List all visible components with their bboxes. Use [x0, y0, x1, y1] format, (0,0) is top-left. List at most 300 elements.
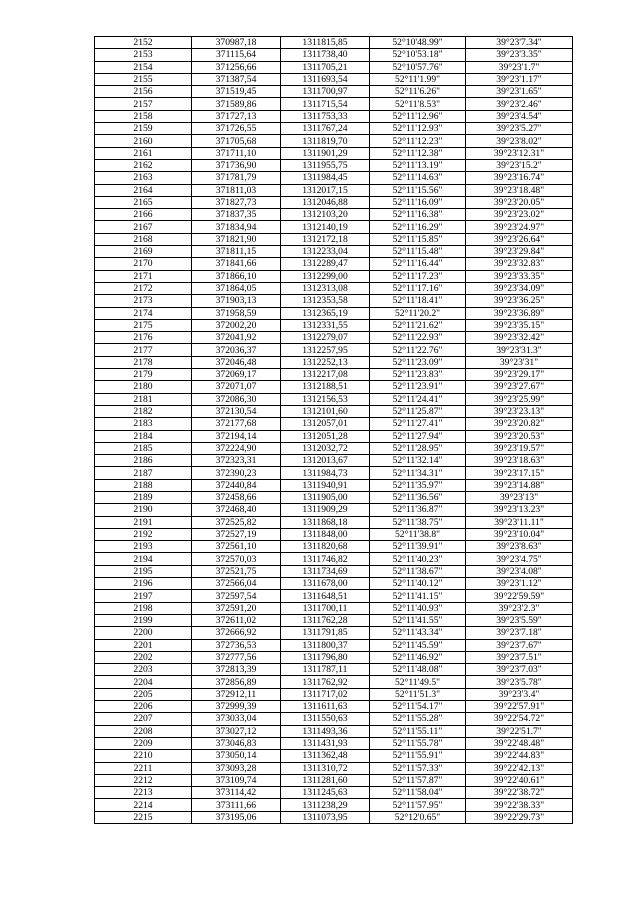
point-number-cell: 2162 [95, 159, 192, 171]
longitude-cell: 39°23'4.08" [466, 565, 573, 577]
y-coordinate-cell: 1312257,95 [281, 344, 370, 356]
longitude-cell: 39°23'7.34" [466, 37, 573, 49]
x-coordinate-cell: 372591,20 [192, 602, 281, 614]
latitude-cell: 52°11'34.31" [370, 467, 466, 479]
y-coordinate-cell: 1312353,58 [281, 295, 370, 307]
point-number-cell: 2195 [95, 565, 192, 577]
table-row [95, 282, 573, 294]
table-row [95, 319, 573, 331]
x-coordinate-cell: 371866,10 [192, 270, 281, 282]
latitude-cell: 52°11'21.62" [370, 319, 466, 331]
y-coordinate-cell: 1311762,28 [281, 614, 370, 626]
longitude-cell: 39°23'13.23" [466, 504, 573, 516]
x-coordinate-cell: 371519,45 [192, 86, 281, 98]
y-coordinate-cell: 1311815,85 [281, 37, 370, 49]
x-coordinate-cell: 372525,82 [192, 516, 281, 528]
latitude-cell: 52°11'12.38" [370, 147, 466, 159]
y-coordinate-cell: 1311693,54 [281, 73, 370, 85]
table-row [95, 258, 573, 270]
table-row [95, 184, 573, 196]
y-coordinate-cell: 1312013,67 [281, 455, 370, 467]
y-coordinate-cell: 1312051,28 [281, 430, 370, 442]
y-coordinate-cell: 1311955,75 [281, 159, 370, 171]
longitude-cell: 39°23'11.11" [466, 516, 573, 528]
longitude-cell: 39°22'38.33" [466, 799, 573, 811]
latitude-cell: 52°11'16.38" [370, 209, 466, 221]
latitude-cell: 52°11'41.15" [370, 590, 466, 602]
table-row [95, 516, 573, 528]
point-number-cell: 2171 [95, 270, 192, 282]
x-coordinate-cell: 372194,14 [192, 430, 281, 442]
x-coordinate-cell: 372736,53 [192, 639, 281, 651]
x-coordinate-cell: 372224,90 [192, 442, 281, 454]
point-number-cell: 2183 [95, 418, 192, 430]
latitude-cell: 52°11'17.16" [370, 282, 466, 294]
point-number-cell: 2169 [95, 246, 192, 258]
table-row [95, 467, 573, 479]
y-coordinate-cell: 1311767,24 [281, 123, 370, 135]
latitude-cell: 52°11'15.56" [370, 184, 466, 196]
latitude-cell: 52°11'18.41" [370, 295, 466, 307]
longitude-cell: 39°23'36.25" [466, 295, 573, 307]
longitude-cell: 39°23'5.27" [466, 123, 573, 135]
latitude-cell: 52°11'46.92" [370, 651, 466, 663]
table-row [95, 565, 573, 577]
longitude-cell: 39°23'14.88" [466, 479, 573, 491]
longitude-cell: 39°23'18.63" [466, 455, 573, 467]
table-row [95, 799, 573, 811]
point-number-cell: 2206 [95, 701, 192, 713]
table-row [95, 73, 573, 85]
y-coordinate-cell: 1311245,63 [281, 787, 370, 799]
x-coordinate-cell: 372856,89 [192, 676, 281, 688]
point-number-cell: 2198 [95, 602, 192, 614]
table-row [95, 307, 573, 319]
latitude-cell: 52°11'40.23" [370, 553, 466, 565]
longitude-cell: 39°23'1.12" [466, 578, 573, 590]
point-number-cell: 2211 [95, 762, 192, 774]
latitude-cell: 52°11'57.33" [370, 762, 466, 774]
point-number-cell: 2178 [95, 356, 192, 368]
table-row [95, 209, 573, 221]
table-row [95, 37, 573, 49]
y-coordinate-cell: 1311310,72 [281, 762, 370, 774]
latitude-cell: 52°11'55.91" [370, 750, 466, 762]
latitude-cell: 52°11'15.48" [370, 246, 466, 258]
y-coordinate-cell: 1311705,21 [281, 61, 370, 73]
y-coordinate-cell: 1312217,08 [281, 369, 370, 381]
x-coordinate-cell: 371811,15 [192, 246, 281, 258]
x-coordinate-cell: 373046,83 [192, 737, 281, 749]
point-number-cell: 2164 [95, 184, 192, 196]
longitude-cell: 39°23'29.17" [466, 369, 573, 381]
y-coordinate-cell: 1312046,88 [281, 196, 370, 208]
table-row [95, 233, 573, 245]
y-coordinate-cell: 1311648,51 [281, 590, 370, 602]
longitude-cell: 39°23'31.3" [466, 344, 573, 356]
x-coordinate-cell: 372002,20 [192, 319, 281, 331]
y-coordinate-cell: 1312252,13 [281, 356, 370, 368]
latitude-cell: 52°11'39.91" [370, 541, 466, 553]
x-coordinate-cell: 372177,68 [192, 418, 281, 430]
longitude-cell: 39°23'35.15" [466, 319, 573, 331]
table-row [95, 750, 573, 762]
longitude-cell: 39°22'51.7" [466, 725, 573, 737]
latitude-cell: 52°11'13.19" [370, 159, 466, 171]
latitude-cell: 52°11'12.93" [370, 123, 466, 135]
table-row [95, 61, 573, 73]
table-row [95, 627, 573, 639]
point-number-cell: 2208 [95, 725, 192, 737]
x-coordinate-cell: 371705,68 [192, 135, 281, 147]
x-coordinate-cell: 371834,94 [192, 221, 281, 233]
longitude-cell: 39°23'5.78" [466, 676, 573, 688]
longitude-cell: 39°23'36.89" [466, 307, 573, 319]
x-coordinate-cell: 371958,59 [192, 307, 281, 319]
longitude-cell: 39°23'10.04" [466, 528, 573, 540]
table-row [95, 430, 573, 442]
x-coordinate-cell: 372611,02 [192, 614, 281, 626]
x-coordinate-cell: 373050,14 [192, 750, 281, 762]
latitude-cell: 52°10'53.18" [370, 49, 466, 61]
latitude-cell: 52°11'24.41" [370, 393, 466, 405]
longitude-cell: 39°23'2.3" [466, 602, 573, 614]
longitude-cell: 39°23'1.65" [466, 86, 573, 98]
latitude-cell: 52°11'36.87" [370, 504, 466, 516]
table-row [95, 270, 573, 282]
table-row [95, 787, 573, 799]
table-row [95, 110, 573, 122]
longitude-cell: 39°22'38.72" [466, 787, 573, 799]
point-number-cell: 2172 [95, 282, 192, 294]
y-coordinate-cell: 1311746,82 [281, 553, 370, 565]
table-row [95, 762, 573, 774]
point-number-cell: 2215 [95, 811, 192, 823]
y-coordinate-cell: 1311493,36 [281, 725, 370, 737]
table-row [95, 123, 573, 135]
table-row [95, 541, 573, 553]
table-row [95, 455, 573, 467]
y-coordinate-cell: 1312140,19 [281, 221, 370, 233]
x-coordinate-cell: 373114,42 [192, 787, 281, 799]
latitude-cell: 52°11'55.28" [370, 713, 466, 725]
y-coordinate-cell: 1312032,72 [281, 442, 370, 454]
longitude-cell: 39°22'29.73" [466, 811, 573, 823]
x-coordinate-cell: 371589,86 [192, 98, 281, 110]
latitude-cell: 52°11'43.34" [370, 627, 466, 639]
y-coordinate-cell: 1312188,51 [281, 381, 370, 393]
x-coordinate-cell: 372912,11 [192, 688, 281, 700]
x-coordinate-cell: 372069,17 [192, 369, 281, 381]
longitude-cell: 39°23'32.42" [466, 332, 573, 344]
latitude-cell: 52°11'49.5" [370, 676, 466, 688]
longitude-cell: 39°23'20.53" [466, 430, 573, 442]
longitude-cell: 39°23'29.84" [466, 246, 573, 258]
point-number-cell: 2200 [95, 627, 192, 639]
x-coordinate-cell: 371256,66 [192, 61, 281, 73]
point-number-cell: 2184 [95, 430, 192, 442]
latitude-cell: 52°11'23.91" [370, 381, 466, 393]
longitude-cell: 39°23'1.7" [466, 61, 573, 73]
table-row [95, 578, 573, 590]
x-coordinate-cell: 372561,10 [192, 541, 281, 553]
table-row [95, 393, 573, 405]
latitude-cell: 52°12'0.65" [370, 811, 466, 823]
point-number-cell: 2157 [95, 98, 192, 110]
longitude-cell: 39°23'7.18" [466, 627, 573, 639]
point-number-cell: 2180 [95, 381, 192, 393]
longitude-cell: 39°22'40.61" [466, 774, 573, 786]
x-coordinate-cell: 371837,35 [192, 209, 281, 221]
point-number-cell: 2173 [95, 295, 192, 307]
longitude-cell: 39°23'8.63" [466, 541, 573, 553]
latitude-cell: 52°11'17.23" [370, 270, 466, 282]
y-coordinate-cell: 1311738,40 [281, 49, 370, 61]
point-number-cell: 2158 [95, 110, 192, 122]
latitude-cell: 52°10'48.99" [370, 37, 466, 49]
x-coordinate-cell: 372527,19 [192, 528, 281, 540]
point-number-cell: 2213 [95, 787, 192, 799]
latitude-cell: 52°11'6.26" [370, 86, 466, 98]
longitude-cell: 39°23'33.35" [466, 270, 573, 282]
point-number-cell: 2156 [95, 86, 192, 98]
latitude-cell: 52°11'16.09" [370, 196, 466, 208]
longitude-cell: 39°22'57.91" [466, 701, 573, 713]
point-number-cell: 2202 [95, 651, 192, 663]
table-row [95, 639, 573, 651]
latitude-cell: 52°11'38.75" [370, 516, 466, 528]
longitude-cell: 39°23'7.51" [466, 651, 573, 663]
x-coordinate-cell: 371811,03 [192, 184, 281, 196]
longitude-cell: 39°23'32.83" [466, 258, 573, 270]
latitude-cell: 52°11'51.3" [370, 688, 466, 700]
latitude-cell: 52°11'35.97" [370, 479, 466, 491]
x-coordinate-cell: 373111,66 [192, 799, 281, 811]
longitude-cell: 39°22'44.83" [466, 750, 573, 762]
y-coordinate-cell: 1312103,20 [281, 209, 370, 221]
y-coordinate-cell: 1312279,07 [281, 332, 370, 344]
table-row [95, 356, 573, 368]
y-coordinate-cell: 1311734,69 [281, 565, 370, 577]
latitude-cell: 52°11'27.94" [370, 430, 466, 442]
longitude-cell: 39°22'59.59" [466, 590, 573, 602]
x-coordinate-cell: 371903,13 [192, 295, 281, 307]
point-number-cell: 2210 [95, 750, 192, 762]
x-coordinate-cell: 372071,07 [192, 381, 281, 393]
y-coordinate-cell: 1311940,91 [281, 479, 370, 491]
y-coordinate-cell: 1311868,18 [281, 516, 370, 528]
point-number-cell: 2214 [95, 799, 192, 811]
point-number-cell: 2199 [95, 614, 192, 626]
table-row [95, 664, 573, 676]
x-coordinate-cell: 372813,39 [192, 664, 281, 676]
latitude-cell: 52°11'55.11" [370, 725, 466, 737]
longitude-cell: 39°23'7.03" [466, 664, 573, 676]
longitude-cell: 39°23'31" [466, 356, 573, 368]
latitude-cell: 52°11'40.93" [370, 602, 466, 614]
point-number-cell: 2185 [95, 442, 192, 454]
x-coordinate-cell: 370987,18 [192, 37, 281, 49]
latitude-cell: 52°11'54.17" [370, 701, 466, 713]
longitude-cell: 39°23'13" [466, 491, 573, 503]
point-number-cell: 2177 [95, 344, 192, 356]
point-number-cell: 2181 [95, 393, 192, 405]
x-coordinate-cell: 372440,84 [192, 479, 281, 491]
point-number-cell: 2179 [95, 369, 192, 381]
x-coordinate-cell: 372468,40 [192, 504, 281, 516]
latitude-cell: 52°11'16.44" [370, 258, 466, 270]
point-number-cell: 2201 [95, 639, 192, 651]
latitude-cell: 52°11'27.41" [370, 418, 466, 430]
table-row [95, 491, 573, 503]
table-row [95, 49, 573, 61]
longitude-cell: 39°23'8.02" [466, 135, 573, 147]
y-coordinate-cell: 1311787,11 [281, 664, 370, 676]
point-number-cell: 2194 [95, 553, 192, 565]
x-coordinate-cell: 372041,92 [192, 332, 281, 344]
point-number-cell: 2161 [95, 147, 192, 159]
point-number-cell: 2187 [95, 467, 192, 479]
longitude-cell: 39°23'3.4" [466, 688, 573, 700]
table-row [95, 442, 573, 454]
longitude-cell: 39°23'2.46" [466, 98, 573, 110]
x-coordinate-cell: 372999,39 [192, 701, 281, 713]
point-number-cell: 2154 [95, 61, 192, 73]
y-coordinate-cell: 1311611,63 [281, 701, 370, 713]
point-number-cell: 2204 [95, 676, 192, 688]
y-coordinate-cell: 1311791,85 [281, 627, 370, 639]
longitude-cell: 39°23'16.74" [466, 172, 573, 184]
x-coordinate-cell: 372323,31 [192, 455, 281, 467]
y-coordinate-cell: 1312156,53 [281, 393, 370, 405]
latitude-cell: 52°11'28.95" [370, 442, 466, 454]
x-coordinate-cell: 371726,55 [192, 123, 281, 135]
longitude-cell: 39°23'20.82" [466, 418, 573, 430]
point-number-cell: 2186 [95, 455, 192, 467]
table-row [95, 147, 573, 159]
x-coordinate-cell: 371115,64 [192, 49, 281, 61]
latitude-cell: 52°10'57.76" [370, 61, 466, 73]
x-coordinate-cell: 372570,03 [192, 553, 281, 565]
latitude-cell: 52°11'55.78" [370, 737, 466, 749]
y-coordinate-cell: 1311362,48 [281, 750, 370, 762]
table-row [95, 344, 573, 356]
table-row [95, 504, 573, 516]
y-coordinate-cell: 1311819,70 [281, 135, 370, 147]
y-coordinate-cell: 1312101,60 [281, 405, 370, 417]
x-coordinate-cell: 372086,30 [192, 393, 281, 405]
point-number-cell: 2205 [95, 688, 192, 700]
longitude-cell: 39°22'42.13" [466, 762, 573, 774]
table-row [95, 737, 573, 749]
point-number-cell: 2159 [95, 123, 192, 135]
longitude-cell: 39°22'54.72" [466, 713, 573, 725]
latitude-cell: 52°11'32.14" [370, 455, 466, 467]
point-number-cell: 2176 [95, 332, 192, 344]
y-coordinate-cell: 1311678,00 [281, 578, 370, 590]
y-coordinate-cell: 1312289,47 [281, 258, 370, 270]
x-coordinate-cell: 372046,48 [192, 356, 281, 368]
longitude-cell: 39°23'4.54" [466, 110, 573, 122]
table-row [95, 221, 573, 233]
longitude-cell: 39°23'4.75" [466, 553, 573, 565]
table-row [95, 196, 573, 208]
table-row [95, 651, 573, 663]
table-row [95, 528, 573, 540]
longitude-cell: 39°23'25.99" [466, 393, 573, 405]
y-coordinate-cell: 1311753,33 [281, 110, 370, 122]
longitude-cell: 39°23'15.2" [466, 159, 573, 171]
longitude-cell: 39°23'23.13" [466, 405, 573, 417]
x-coordinate-cell: 373195,06 [192, 811, 281, 823]
x-coordinate-cell: 371841,66 [192, 258, 281, 270]
latitude-cell: 52°11'45.59" [370, 639, 466, 651]
point-number-cell: 2168 [95, 233, 192, 245]
y-coordinate-cell: 1311550,63 [281, 713, 370, 725]
point-number-cell: 2197 [95, 590, 192, 602]
y-coordinate-cell: 1311800,37 [281, 639, 370, 651]
latitude-cell: 52°11'8.53" [370, 98, 466, 110]
longitude-cell: 39°23'12.31" [466, 147, 573, 159]
longitude-cell: 39°23'1.17" [466, 73, 573, 85]
latitude-cell: 52°11'25.87" [370, 405, 466, 417]
table-row [95, 295, 573, 307]
longitude-cell: 39°23'5.59" [466, 614, 573, 626]
y-coordinate-cell: 1311281,60 [281, 774, 370, 786]
y-coordinate-cell: 1311905,00 [281, 491, 370, 503]
latitude-cell: 52°11'15.85" [370, 233, 466, 245]
longitude-cell: 39°22'48.48" [466, 737, 573, 749]
y-coordinate-cell: 1312331,55 [281, 319, 370, 331]
table-row [95, 602, 573, 614]
x-coordinate-cell: 373093,28 [192, 762, 281, 774]
y-coordinate-cell: 1311700,11 [281, 602, 370, 614]
table-row [95, 172, 573, 184]
point-number-cell: 2153 [95, 49, 192, 61]
longitude-cell: 39°23'23.02" [466, 209, 573, 221]
y-coordinate-cell: 1311796,80 [281, 651, 370, 663]
longitude-cell: 39°23'3.35" [466, 49, 573, 61]
x-coordinate-cell: 372521,75 [192, 565, 281, 577]
longitude-cell: 39°23'34.09" [466, 282, 573, 294]
latitude-cell: 52°11'23.09" [370, 356, 466, 368]
x-coordinate-cell: 372130,54 [192, 405, 281, 417]
latitude-cell: 52°11'1.99" [370, 73, 466, 85]
latitude-cell: 52°11'38.67" [370, 565, 466, 577]
table-row [95, 98, 573, 110]
longitude-cell: 39°23'19.57" [466, 442, 573, 454]
x-coordinate-cell: 372036,37 [192, 344, 281, 356]
y-coordinate-cell: 1311073,95 [281, 811, 370, 823]
x-coordinate-cell: 373109,74 [192, 774, 281, 786]
point-number-cell: 2207 [95, 713, 192, 725]
point-number-cell: 2192 [95, 528, 192, 540]
latitude-cell: 52°11'40.12" [370, 578, 466, 590]
table-row [95, 418, 573, 430]
table-row [95, 479, 573, 491]
table-row [95, 590, 573, 602]
y-coordinate-cell: 1311715,54 [281, 98, 370, 110]
table-row [95, 246, 573, 258]
point-number-cell: 2170 [95, 258, 192, 270]
table-row [95, 811, 573, 823]
table-row [95, 701, 573, 713]
point-number-cell: 2155 [95, 73, 192, 85]
table-row [95, 774, 573, 786]
latitude-cell: 52°11'14.63" [370, 172, 466, 184]
point-number-cell: 2212 [95, 774, 192, 786]
longitude-cell: 39°23'17.15" [466, 467, 573, 479]
